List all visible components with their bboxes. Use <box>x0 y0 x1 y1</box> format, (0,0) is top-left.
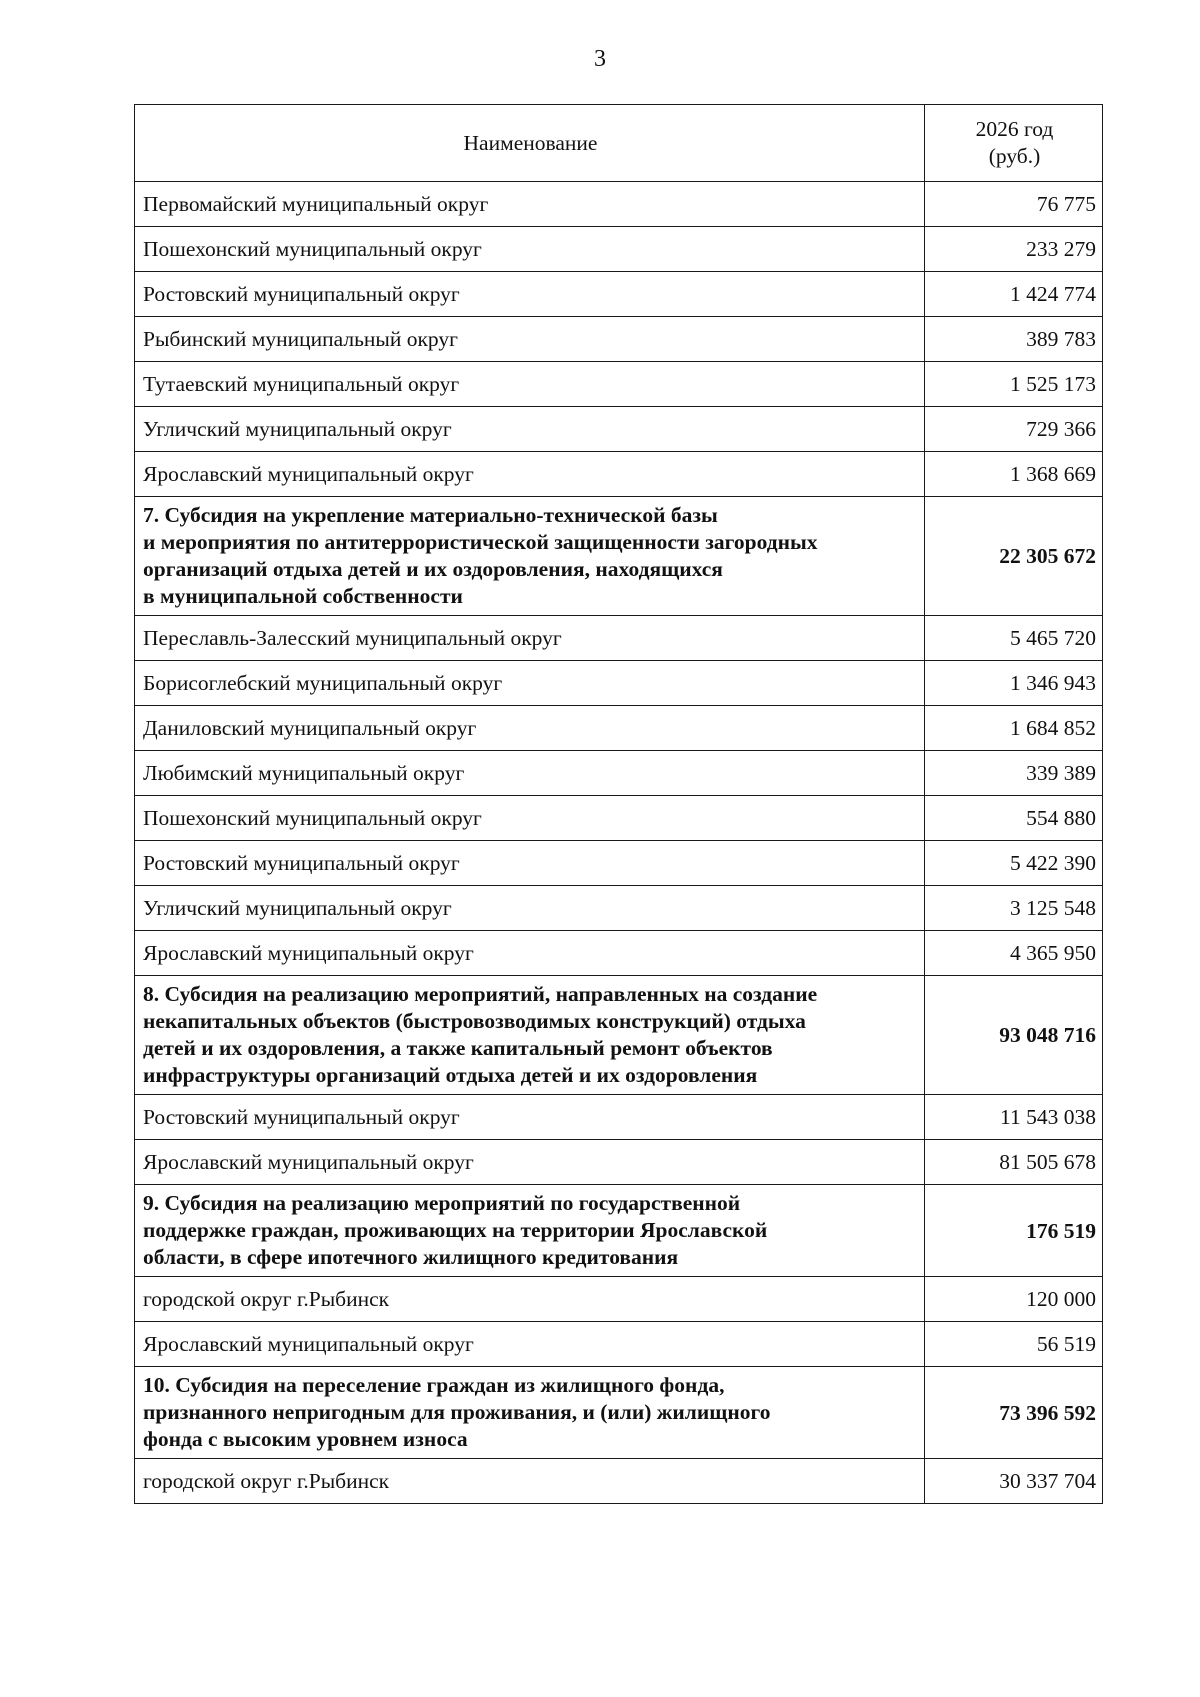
section-total: 176 519 <box>925 1185 1103 1277</box>
amount-value: 3 125 548 <box>925 886 1103 931</box>
table-row <box>135 452 1103 497</box>
municipality-name: Ростовский муниципальный округ <box>135 1095 925 1140</box>
table-row <box>135 1095 1103 1140</box>
section-title-line: признанного непригодным для проживания, и (или) жилищного <box>143 1400 771 1424</box>
section-total: 73 396 592 <box>925 1367 1103 1459</box>
section-row <box>135 497 1103 616</box>
amount-value: 81 505 678 <box>925 1140 1103 1185</box>
amount-value: 5 422 390 <box>925 841 1103 886</box>
section-title-line: организаций отдыха детей и их оздоровления, находящихся <box>143 557 723 581</box>
municipality-name: Ярославский муниципальный округ <box>135 452 925 497</box>
municipality-name: Пошехонский муниципальный округ <box>135 227 925 272</box>
amount-value: 339 389 <box>925 751 1103 796</box>
amount-value: 30 337 704 <box>925 1459 1103 1504</box>
section-title-line: в муниципальной собственности <box>143 584 463 608</box>
page-number: 3 <box>594 46 606 72</box>
amount-value: 389 783 <box>925 317 1103 362</box>
section-title-line: детей и их оздоровления, а также капитальный ремонт объектов <box>143 1036 773 1060</box>
municipality-name: Ростовский муниципальный округ <box>135 272 925 317</box>
section-title-line: 10. Субсидия на переселение граждан из жилищного фонда, <box>143 1373 725 1397</box>
amount-value: 1 424 774 <box>925 272 1103 317</box>
table-row <box>135 1140 1103 1185</box>
section-title-line: некапитальных объектов (быстровозводимых конструкций) отдыха <box>143 1009 806 1033</box>
table-row <box>135 1277 1103 1322</box>
table-row <box>135 272 1103 317</box>
header-value <box>925 105 1103 182</box>
municipality-name: Ярославский муниципальный округ <box>135 1140 925 1185</box>
subsidy-table <box>134 104 1103 1504</box>
section-title-line: области, в сфере ипотечного жилищного кредитования <box>143 1245 679 1269</box>
municipality-name: Ярославский муниципальный округ <box>135 931 925 976</box>
municipality-name: городской округ г.Рыбинск <box>135 1277 925 1322</box>
municipality-name: Угличский муниципальный округ <box>135 886 925 931</box>
table-row <box>135 182 1103 227</box>
table-row <box>135 931 1103 976</box>
table-row <box>135 616 1103 661</box>
table-row <box>135 751 1103 796</box>
amount-value: 4 365 950 <box>925 931 1103 976</box>
table-header-row <box>135 105 1103 182</box>
header-value-year: 2026 год <box>975 117 1054 141</box>
municipality-name: Тутаевский муниципальный округ <box>135 362 925 407</box>
amount-value: 1 346 943 <box>925 661 1103 706</box>
amount-value: 554 880 <box>925 796 1103 841</box>
amount-value: 1 368 669 <box>925 452 1103 497</box>
table-row <box>135 796 1103 841</box>
municipality-name: Рыбинский муниципальный округ <box>135 317 925 362</box>
amount-value: 1 684 852 <box>925 706 1103 751</box>
municipality-name: Даниловский муниципальный округ <box>135 706 925 751</box>
amount-value: 5 465 720 <box>925 616 1103 661</box>
table-row <box>135 1459 1103 1504</box>
table-row <box>135 661 1103 706</box>
section-title-line: 9. Субсидия на реализацию мероприятий по государственной <box>143 1191 741 1215</box>
section-row <box>135 1185 1103 1277</box>
section-title-line: 8. Субсидия на реализацию мероприятий, направленных на создание <box>143 982 818 1006</box>
section-row <box>135 1367 1103 1459</box>
section-total: 93 048 716 <box>925 976 1103 1095</box>
amount-value: 56 519 <box>925 1322 1103 1367</box>
section-title-line: фонда с высоким уровнем износа <box>143 1427 468 1451</box>
table-row <box>135 886 1103 931</box>
municipality-name: Пошехонский муниципальный округ <box>135 796 925 841</box>
table-row <box>135 362 1103 407</box>
amount-value: 233 279 <box>925 227 1103 272</box>
section-title <box>135 1367 925 1459</box>
section-title-line: поддержке граждан, проживающих на территории Ярославской <box>143 1218 768 1242</box>
section-total: 22 305 672 <box>925 497 1103 616</box>
section-title <box>135 976 925 1095</box>
municipality-name: Переславль-Залесский муниципальный округ <box>135 616 925 661</box>
header-value-unit: (руб.) <box>988 144 1041 168</box>
amount-value: 76 775 <box>925 182 1103 227</box>
table-row <box>135 706 1103 751</box>
table-row <box>135 841 1103 886</box>
table-row <box>135 407 1103 452</box>
section-title-line: инфраструктуры организаций отдыха детей и их оздоровления <box>143 1063 758 1087</box>
amount-value: 729 366 <box>925 407 1103 452</box>
section-title-line: 7. Субсидия на укрепление материально-технической базы <box>143 503 718 527</box>
municipality-name: Первомайский муниципальный округ <box>135 182 925 227</box>
table-row <box>135 1322 1103 1367</box>
municipality-name: Ярославский муниципальный округ <box>135 1322 925 1367</box>
table-body <box>135 182 1103 1504</box>
amount-value: 11 543 038 <box>925 1095 1103 1140</box>
header-name: Наименование <box>135 105 925 182</box>
section-title <box>135 1185 925 1277</box>
municipality-name: городской округ г.Рыбинск <box>135 1459 925 1504</box>
amount-value: 120 000 <box>925 1277 1103 1322</box>
section-title <box>135 497 925 616</box>
table-row <box>135 317 1103 362</box>
municipality-name: Ростовский муниципальный округ <box>135 841 925 886</box>
section-row <box>135 976 1103 1095</box>
municipality-name: Борисоглебский муниципальный округ <box>135 661 925 706</box>
table-row <box>135 227 1103 272</box>
municipality-name: Любимский муниципальный округ <box>135 751 925 796</box>
section-title-line: и мероприятия по антитеррористической защищенности загородных <box>143 530 818 554</box>
amount-value: 1 525 173 <box>925 362 1103 407</box>
municipality-name: Угличский муниципальный округ <box>135 407 925 452</box>
